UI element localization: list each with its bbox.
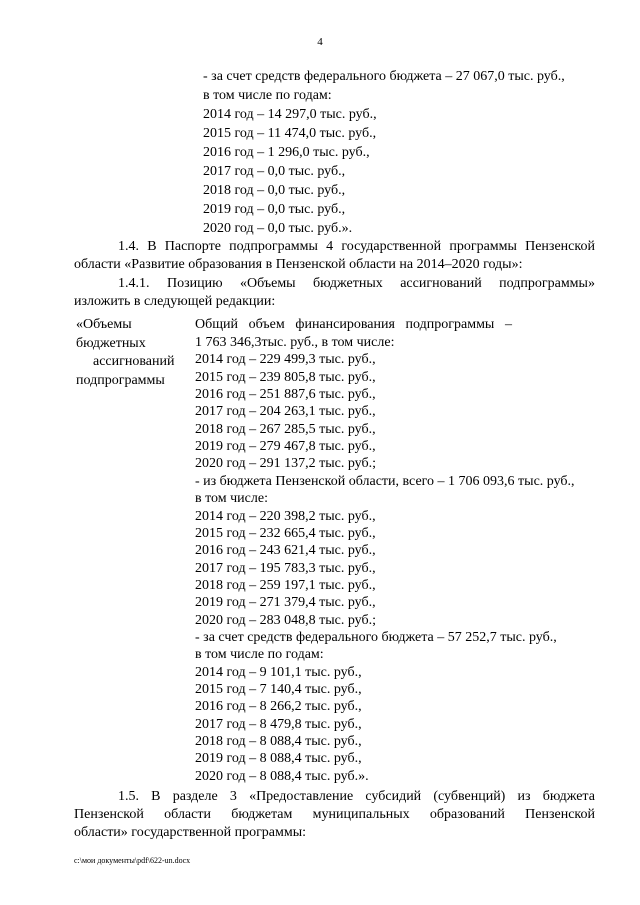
word: 1.5. xyxy=(118,789,139,804)
word: бюджетам xyxy=(231,807,293,822)
text-line: 2015 год – 11 474,0 тыс. руб., xyxy=(203,126,377,141)
value-line: 2019 год – 279 467,8 тыс. руб., xyxy=(195,439,376,455)
value-line: 2018 год – 259 197,1 тыс. руб., xyxy=(195,577,376,593)
text-line: в том числе по годам: xyxy=(203,88,332,103)
para-1-5-line1 xyxy=(118,788,595,806)
text-line: 2019 год – 0,0 тыс. руб., xyxy=(203,202,346,217)
label-line: «Объемы xyxy=(76,317,132,332)
value-line: в том числе: xyxy=(195,491,268,507)
word: образований xyxy=(429,807,505,822)
word: ассигнований xyxy=(400,276,482,291)
word: В xyxy=(151,789,161,804)
value-line: 2015 год – 232 665,4 тыс. руб., xyxy=(195,525,376,541)
word: Паспорте xyxy=(164,239,221,254)
word: финансирования xyxy=(295,317,395,332)
value-line: 2014 год – 220 398,2 тыс. руб., xyxy=(195,508,376,524)
text-line: 2017 год – 0,0 тыс. руб., xyxy=(203,164,346,179)
word: бюджета xyxy=(542,789,595,804)
para-1-5-line2 xyxy=(74,806,595,824)
para-1-4-1-line2: изложить в следующей редакции: xyxy=(74,294,276,309)
value-line: 2017 год – 204 263,1 тыс. руб., xyxy=(195,404,376,420)
para-1-4-line1 xyxy=(118,238,595,256)
text-line: 2016 год – 1 296,0 тыс. руб., xyxy=(203,145,370,160)
word: 1.4.1. xyxy=(118,276,150,291)
word: (субвенций) xyxy=(433,789,506,804)
value-line: - из бюджета Пензенской области, всего – 1 706 093,6 тыс. руб., xyxy=(195,473,575,489)
value-line: 2020 год – 283 048,8 тыс. руб.; xyxy=(195,612,376,628)
word: государственной xyxy=(341,239,442,254)
value-line: 2015 год – 7 140,4 тыс. руб., xyxy=(195,682,362,697)
word: 4 xyxy=(326,239,334,254)
word: муниципальных xyxy=(312,807,410,822)
value-line: в том числе по годам: xyxy=(195,647,324,663)
word: бюджетных xyxy=(313,276,383,291)
value-line: 2017 год – 195 783,3 тыс. руб., xyxy=(195,560,376,576)
word: подпрограммы xyxy=(229,239,318,254)
value-line: 2016 год – 251 887,6 тыс. руб., xyxy=(195,387,376,403)
word: – xyxy=(504,317,512,332)
label-line: подпрограммы xyxy=(76,372,165,388)
value-line: 1 763 346,3тыс. руб., в том числе: xyxy=(195,335,395,350)
word: В xyxy=(147,239,157,254)
word: области xyxy=(164,807,211,822)
word: Пензенской xyxy=(74,807,144,822)
page-number: 4 xyxy=(317,36,323,48)
value-line: 2015 год – 239 805,8 тыс. руб., xyxy=(195,369,376,385)
word: из xyxy=(517,789,531,804)
word: Пензенской xyxy=(525,239,595,254)
footer-file-path: c:\мои документы\pdf\622-un.docx xyxy=(74,856,191,865)
word: субсидий xyxy=(365,789,422,804)
value-line: - за счет средств федерального бюджета – 57 252,7 тыс. руб., xyxy=(195,629,557,645)
text-line: 2018 год – 0,0 тыс. руб., xyxy=(203,183,346,198)
word: «Объемы xyxy=(239,276,296,291)
value-line: 2019 год – 271 379,4 тыс. руб., xyxy=(195,595,376,611)
value-line: 2020 год – 8 088,4 тыс. руб.». xyxy=(195,768,369,784)
para-1-4-1-line1 xyxy=(118,275,595,293)
value-line: 2018 год – 8 088,4 тыс. руб., xyxy=(195,734,362,750)
word: разделе xyxy=(172,789,218,804)
value-line: 2016 год – 243 621,4 тыс. руб., xyxy=(195,543,376,559)
word: Позицию xyxy=(166,276,223,291)
value-line: 2016 год – 8 266,2 тыс. руб., xyxy=(195,699,362,715)
word: подпрограммы» xyxy=(499,276,595,291)
para-1-5-line3: области» государственной программы: xyxy=(74,825,307,840)
para-1-4-line2: области «Развитие образования в Пензенской области на 2014–2020 годы»: xyxy=(74,257,523,272)
value-line: 2020 год – 291 137,2 тыс. руб.; xyxy=(195,456,376,472)
value-line: 2017 год – 8 479,8 тыс. руб., xyxy=(195,716,362,732)
value-line: 2014 год – 229 499,3 тыс. руб., xyxy=(195,352,376,368)
label-line: ассигнований xyxy=(93,354,175,369)
word: Общий xyxy=(195,317,238,332)
label-line: бюджетных xyxy=(76,335,146,351)
word: объем xyxy=(248,317,285,332)
table-value-first-line xyxy=(195,316,512,334)
text-line: 2020 год – 0,0 тыс. руб.». xyxy=(203,221,353,236)
word: «Предоставление xyxy=(249,789,354,804)
value-line: 2019 год – 8 088,4 тыс. руб., xyxy=(195,751,362,767)
word: подпрограммы xyxy=(405,317,495,332)
word: 3 xyxy=(229,789,237,804)
word: Пензенской xyxy=(525,807,595,822)
word: программы xyxy=(449,239,517,254)
value-line: 2014 год – 9 101,1 тыс. руб., xyxy=(195,664,362,680)
text-line: 2014 год – 14 297,0 тыс. руб., xyxy=(203,107,377,122)
value-line: 2018 год – 267 285,5 тыс. руб., xyxy=(195,421,376,437)
word: 1.4. xyxy=(118,239,139,254)
text-line: - за счет средств федерального бюджета – 27 067,0 тыс. руб., xyxy=(203,69,565,84)
